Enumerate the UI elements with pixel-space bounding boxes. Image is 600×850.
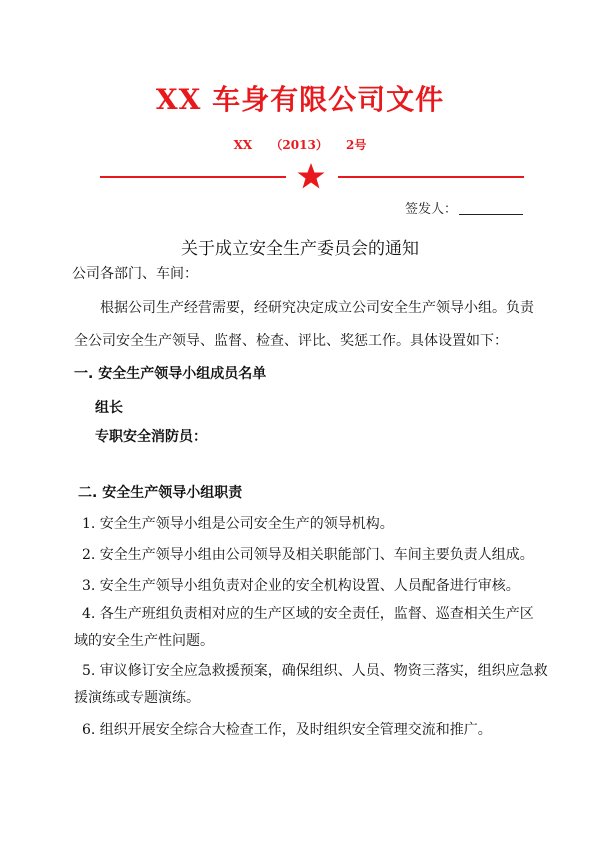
signer-label: 签发人： [405, 202, 458, 217]
signer-field [405, 198, 523, 217]
duty-item: 2. 安全生产领导小组由公司领导及相关职能部门、车间主要负责人组成。 [82, 547, 534, 563]
notice-title: 关于成立安全生产委员会的通知 [181, 239, 419, 259]
intro-line-1: 根据公司生产经营需要，经研究决定成立公司安全生产领导小组。负责 [100, 300, 534, 316]
section-1-title: 一. 安全生产领导小组成员名单 [74, 366, 267, 382]
salutation: 公司各部门、车间： [72, 266, 198, 282]
duty-item: 4. 各生产班组负责相对应的生产区域的安全责任，监督、巡查相关生产区 [82, 606, 534, 622]
document-title: XX 车身有限公司文件 [155, 83, 445, 116]
signer-underline [459, 214, 523, 215]
red-divider-left [100, 176, 286, 178]
duty-item: 5. 审议修订安全应急救援预案，确保组织、人员、物资三落实，组织应急救 [82, 663, 548, 679]
duty-item: 6. 组织开展安全综合大检查工作，及时组织安全管理交流和推广。 [82, 722, 492, 738]
duty-item: 3. 安全生产领导小组负责对企业的安全机构设置、人员配备进行审核。 [82, 578, 520, 594]
document-number: XX （2013） 2号 [233, 138, 367, 152]
red-divider-right [338, 176, 524, 178]
duty-item-continuation: 域的安全生产性问题。 [74, 633, 214, 649]
leader-label: 组长 [95, 400, 123, 416]
intro-line-2: 全公司安全生产领导、监督、检查、评比、奖惩工作。具体设置如下： [74, 333, 508, 349]
safety-officer-label: 专职安全消防员： [95, 429, 207, 445]
section-2-title: 二. 安全生产领导小组职责 [78, 485, 243, 501]
duty-item: 1. 安全生产领导小组是公司安全生产的领导机构。 [82, 516, 394, 532]
star-icon [296, 162, 326, 190]
duty-item-continuation: 援演练或专题演练。 [74, 690, 200, 706]
